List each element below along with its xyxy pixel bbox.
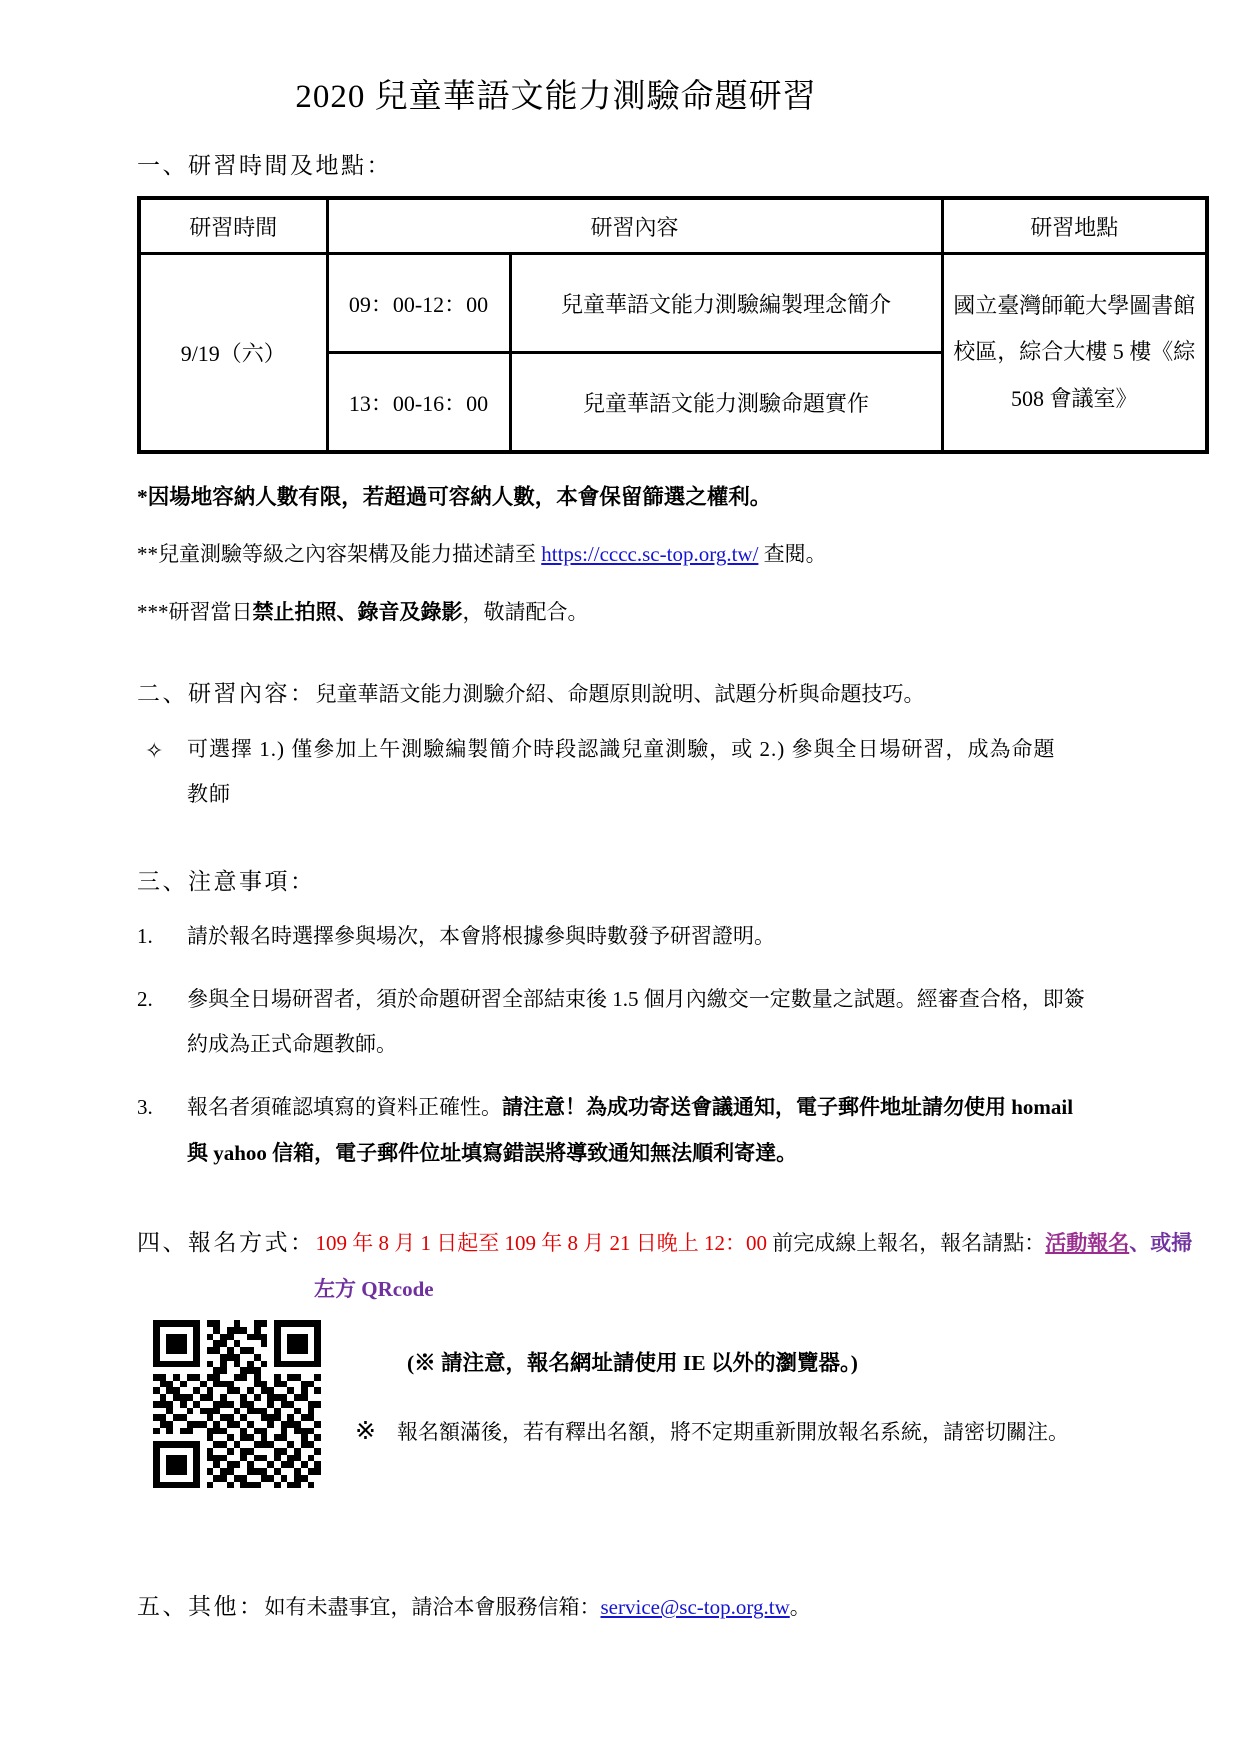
table-row [139, 254, 1207, 353]
list-item-text [187, 1085, 1095, 1175]
list-item [137, 914, 1205, 959]
section3-heading: 三、注意事項： [137, 868, 316, 894]
qr-side-notes [321, 1320, 1205, 1488]
browser-warning: (※ 請注意，報名網址請使用 IE 以外的瀏覽器。) [407, 1351, 858, 1376]
section2-heading: 二、研習內容： [137, 680, 316, 706]
quota-note [321, 1407, 1205, 1457]
header-cell-content: 研習內容 [327, 198, 942, 254]
list-item-text: 參與全日場研習者，須於命題研習全部結束後 1.5 個月內繳交一定數量之試題。經審查合格，即簽約成為正式命題教師。 [187, 987, 1085, 1057]
cell-session2-time: 13：00-16：00 [327, 353, 510, 453]
cell-session1-time: 09：00-12：00 [327, 254, 510, 353]
levels-note-suffix: 查閱。 [758, 542, 827, 567]
diamond-bullet-icon: ✧ [145, 737, 164, 763]
section4-text: 前完成線上報名，報名請點： [767, 1230, 1046, 1255]
section2-option-text: 可選擇 1.) 僅參加上午測驗編製簡介時段認識兒童測驗，或 2.) 參與全日場研習，成為命題教師 [187, 736, 1056, 806]
schedule-table [137, 196, 1209, 454]
section4-line [137, 1218, 1205, 1313]
reference-mark-icon: ※ [355, 1418, 376, 1446]
registration-deadline: 109 年 8 月 1 日起至 109 年 8 月 21 日晚上 12：00 [315, 1230, 767, 1255]
list-item-number: 3. [137, 1095, 153, 1120]
cccc-website-link[interactable]: https://cccc.sc-top.org.tw/ [541, 542, 759, 567]
list-item-number: 2. [137, 987, 153, 1012]
section5-suffix: 。 [789, 1595, 811, 1620]
list-item-text: 請於報名時選擇參與場次，本會將根據參與時數發予研習證明。 [187, 923, 775, 948]
levels-note [137, 538, 1117, 572]
list-item-text-bold: 請注意！為成功寄送會議通知，電子郵件地址請勿使用 homail 與 yahoo 信箱，電子郵件位址填寫錯誤將導致通知無法順利寄達。 [187, 1095, 1074, 1165]
header-cell-time: 研習時間 [139, 198, 327, 254]
list-item [137, 1085, 1205, 1175]
section5-heading: 五、其他： [137, 1594, 265, 1620]
header-cell-place: 研習地點 [942, 198, 1207, 254]
qr-code-image [153, 1320, 321, 1488]
section5-line [137, 1588, 1205, 1621]
quota-note-text: 報名額滿後，若有釋出名額，將不定期重新開放報名系統，請密切關注。 [396, 1420, 1069, 1445]
recording-note-prefix: ***研習當日 [137, 599, 253, 624]
section2-option-item [137, 727, 1205, 817]
cell-session1-content: 兒童華語文能力測驗編製理念簡介 [510, 254, 942, 353]
cell-place: 國立臺灣師範大學圖書館校區，綜合大樓 5 樓《綜 508 會議室》 [942, 254, 1207, 453]
cell-date: 9/19（六） [139, 254, 327, 453]
qr-hint-text: 、或掃左方 QRcode [314, 1230, 1193, 1302]
levels-note-prefix: **兒童測驗等級之內容架構及能力描述請至 [137, 542, 542, 567]
page-title: 2020 兒童華語文能力測驗命題研習 [295, 79, 817, 115]
section2-line [137, 674, 1117, 713]
recording-note [137, 596, 1117, 630]
section5-text: 如有未盡事宜，請洽本會服務信箱： [264, 1595, 601, 1620]
cell-session2-content: 兒童華語文能力測驗命題實作 [510, 353, 942, 453]
list-item [137, 977, 1205, 1067]
recording-note-suffix: ，敬請配合。 [462, 599, 589, 624]
section4-heading: 四、報名方式： [137, 1229, 316, 1255]
list-item-text-normal: 報名者須確認填寫的資料正確性。 [187, 1095, 502, 1120]
section2-text: 兒童華語文能力測驗介紹、命題原則說明、試題分析與命題技巧。 [315, 681, 925, 706]
recording-note-bold: 禁止拍照、錄音及錄影 [252, 599, 463, 624]
list-item-number: 1. [137, 923, 153, 948]
section1-heading: 一、研習時間及地點： [137, 153, 392, 178]
table-header-row [139, 198, 1207, 254]
signup-link[interactable]: 活動報名 [1045, 1230, 1130, 1255]
capacity-note: *因場地容納人數有限，若超過可容納人數，本會保留篩選之權利。 [137, 485, 772, 509]
service-email-link[interactable]: service@sc-top.org.tw [600, 1595, 790, 1620]
qr-section [137, 1320, 1205, 1488]
